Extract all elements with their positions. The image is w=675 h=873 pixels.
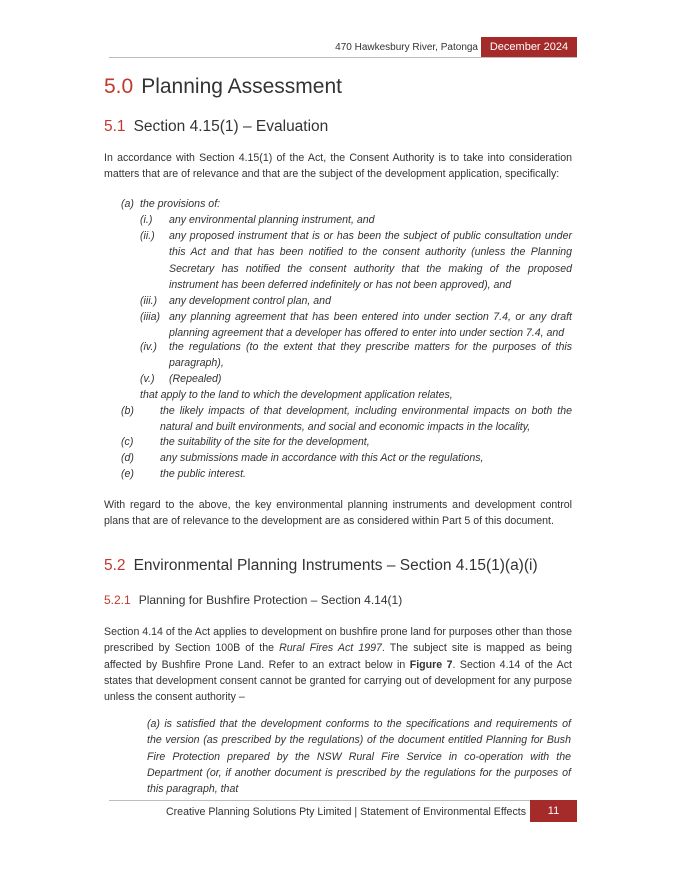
heading-title: Planning Assessment xyxy=(141,75,342,98)
sublist-label: (v.) xyxy=(140,373,155,385)
heading-section-5-2-1 xyxy=(104,593,402,607)
sublist-label: (i.) xyxy=(140,214,153,226)
bushfire-text: Section 4.14 of the Act applies to development on bushfire prone land for purposes other than those prescribed by Section 100B of the xyxy=(104,626,572,655)
heading-number: 5.2 xyxy=(104,557,126,574)
sublist-text: any environmental planning instrument, and xyxy=(169,214,375,226)
quoted-clause: (a) is satisfied that the development conforms to the specifications and requirements of the version (as prescribed by the regulations) of the document entitled Planning for Bush Fire Protection prepared by the NSW Rural Fire Service in co-operation with the Department (or, if another document is prescribed by the regulations for the purposes of this paragraph, that xyxy=(147,718,571,796)
header-divider xyxy=(109,57,577,58)
sublist-text: any planning agreement that has been entered into under section 7.4, or any draft planning agreement that a developer has offered to enter into under section 7.4, and xyxy=(169,311,572,340)
header-date-badge: December 2024 xyxy=(481,37,577,58)
list-label-e: (e) xyxy=(121,468,134,480)
list-label-c: (c) xyxy=(121,436,134,448)
list-text-e: the public interest. xyxy=(160,468,246,480)
heading-planning-assessment xyxy=(104,75,342,99)
heading-number: 5.0 xyxy=(104,75,134,98)
list-text-b: the likely impacts of that development, including environmental impacts on both the natural and built environments, and social and economic impacts in the locality, xyxy=(160,405,572,434)
sublist-label: (iiia) xyxy=(140,311,161,323)
intro-paragraph: In accordance with Section 4.15(1) of the Act, the Consent Authority is to take into consideration matters that are of relevance and that are the subject of the development application, specifically: xyxy=(104,152,572,181)
list-text-d: any submissions made in accordance with this Act or the regulations, xyxy=(160,452,484,464)
list-label-b: (b) xyxy=(121,405,134,417)
sublist-text: the regulations (to the extent that they prescribe matters for the purposes of this paragraph), xyxy=(169,341,572,370)
heading-section-5-1 xyxy=(104,118,328,136)
figure-reference: Figure 7 xyxy=(409,658,453,671)
sublist-text: any development control plan, and xyxy=(169,295,331,307)
heading-title: Section 4.15(1) – Evaluation xyxy=(133,118,329,135)
heading-section-5-2 xyxy=(104,557,538,575)
footer-text: Creative Planning Solutions Pty Limited | Statement of Environmental Effects xyxy=(166,806,526,818)
act-name: Rural Fires Act 1997 xyxy=(279,642,382,655)
heading-title: Planning for Bushfire Protection – Section 4.14(1) xyxy=(138,593,403,607)
list-text-c: the suitability of the site for the development, xyxy=(160,436,370,448)
list-text-a: the provisions of: xyxy=(140,198,221,210)
list-label-a: (a) xyxy=(121,198,134,210)
sublist-label: (iii.) xyxy=(140,295,158,307)
footer-divider xyxy=(109,800,577,801)
list-apply-text: that apply to the land to which the development application relates, xyxy=(140,389,453,401)
sublist-label: (iv.) xyxy=(140,341,157,353)
page-number-badge: 11 xyxy=(530,800,577,822)
closing-paragraph: With regard to the above, the key environmental planning instruments and development control plans that are of relevance to the development are as considered within Part 5 of this document. xyxy=(104,499,572,528)
sublist-text: (Repealed) xyxy=(169,373,222,385)
bushfire-text: . The subject site is mapped as being affected by Bushfire Prone Land. Refer to an extract below in xyxy=(104,642,572,671)
header-address: 470 Hawkesbury River, Patonga xyxy=(335,42,478,53)
heading-number: 5.1 xyxy=(104,118,126,135)
sublist-text: any proposed instrument that is or has been the subject of public consultation under this Act and that has been notified to the consent authority (unless the Planning Secretary has notified the consent authority that the making of the proposed instrument has been deferred indefinitely or has not been approved), and xyxy=(169,230,572,291)
list-label-d: (d) xyxy=(121,452,134,464)
bushfire-paragraph xyxy=(104,624,572,705)
sublist-label: (ii.) xyxy=(140,230,155,242)
heading-title: Environmental Planning Instruments – Section 4.15(1)(a)(i) xyxy=(133,557,538,574)
bushfire-text: . Section 4.14 of the Act states that development consent cannot be granted for carrying out of development for any purpose unless the consent authority – xyxy=(104,658,572,704)
heading-number: 5.2.1 xyxy=(104,593,131,607)
